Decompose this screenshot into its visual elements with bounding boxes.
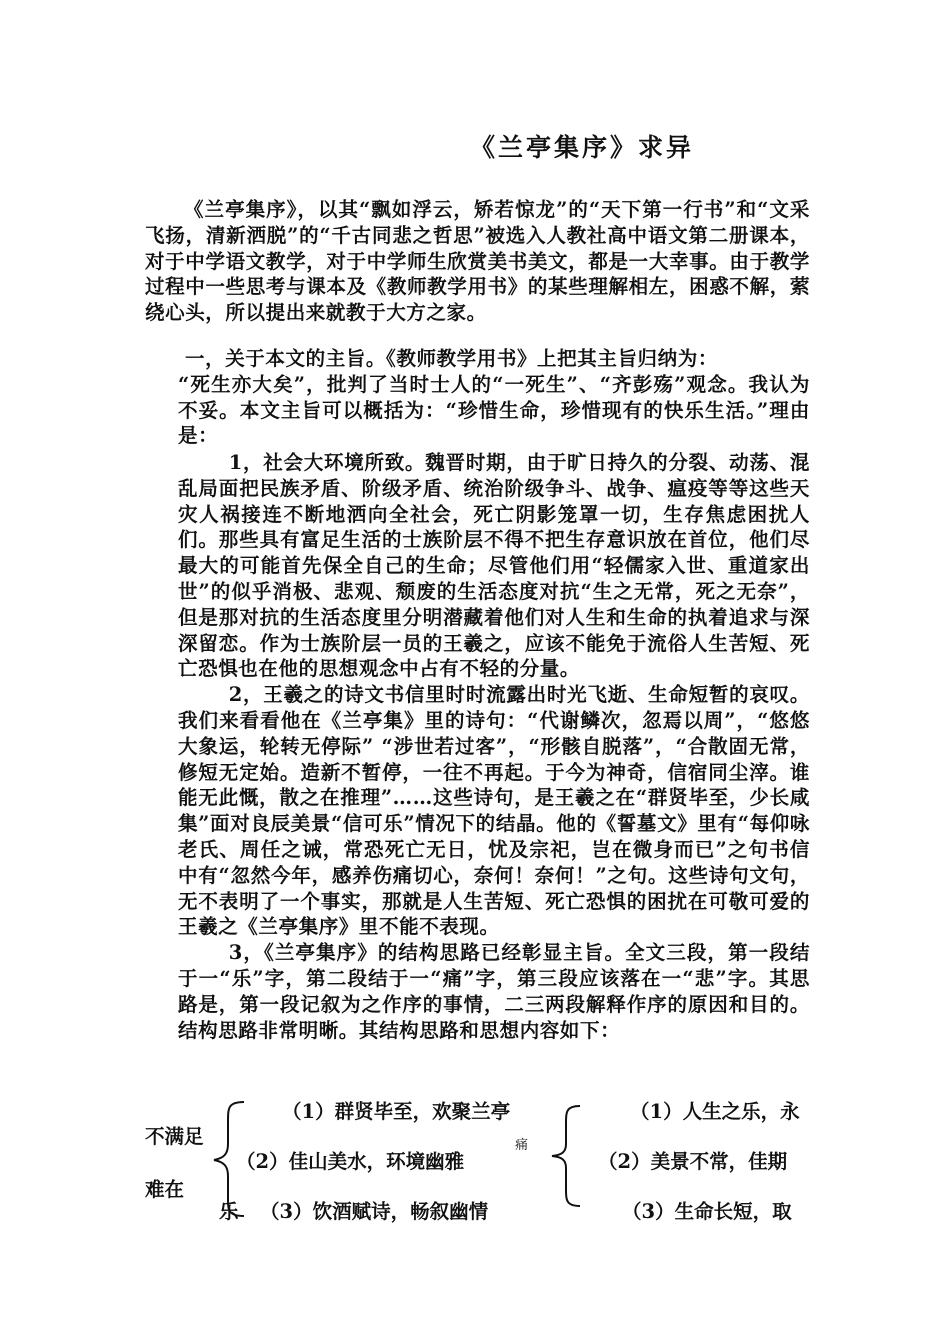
diagram-mid-1: （1）群贤毕至，欢聚兰亭 [282, 1100, 511, 1123]
section-1-body: “死生亦大矣”，批判了当时士人的“一死生”、“齐彭殇”观念。我认为不妥。本文主旨可以概括为：“珍惜生命，珍惜现有的快乐生活。”理由是： [178, 372, 810, 448]
middle-brace-icon [548, 1104, 582, 1208]
document-title: 《兰亭集序》求异 [470, 133, 695, 162]
reason-list [178, 450, 810, 1043]
section-1-heading [178, 346, 810, 449]
diagram-tong-label: 痛 [515, 1138, 529, 1153]
diagram-right-1: （1）人生之乐，永 [630, 1100, 800, 1123]
structure-diagram [0, 1088, 950, 1228]
diagram-mid-2: （2）佳山美水，环境幽雅 [236, 1150, 465, 1173]
diagram-left-bottom: 难在 [145, 1178, 185, 1201]
diagram-right-3: （3）生命长短，取 [622, 1200, 792, 1223]
reason-3: 3，《兰亭集序》的结构思路已经彰显主旨。全文三段，第一段结于一“乐”字，第二段结于一“痛”字，第三段应该落在一“悲”字。其思路是，第一段记叙为之作序的事情，二三两段解释作序的原因和目的。结构思路非常明晰。其结构思路和思想内容如下： [178, 941, 810, 1042]
reason-2: 2，王羲之的诗文书信里时时流露出时光飞逝、生命短暂的哀叹。我们来看看他在《兰亭集》里的诗句：“代谢鳞次，忽焉以周”，“悠悠大象运，轮转无停际” “涉世若过客”，“形骸自脱落”，“合散固无常，修短无定始。造新不暂停，一往不再起。于今为神奇，信宿同尘滓。谁能无此慨，散之在推理”……这些诗句，是王羲之在“群贤毕至，少长咸集”面对良辰美景“信可乐”情况下的结晶。他的《誓墓文》里有“每仰咏老氏、周任之诫，常恐死亡无日，忧及宗祀，岂在微身而已”之句书信中有“忽然今年，感养伤痛切心，奈何！奈何！”之句。这些诗句文句，无不表明了一个事实，那就是人生苦短、死亡恐惧的困扰在可敬可爱的王羲之《兰亭集序》里不能不表现。 [178, 683, 810, 939]
diagram-le-label: 乐 [219, 1200, 239, 1223]
reason-1: 1，社会大环境所致。魏晋时期，由于旷日持久的分裂、动荡、混乱局面把民族矛盾、阶级矛盾、统治阶级争斗、战争、瘟疫等等这些天灾人祸接连不断地洒向全社会，死亡阴影笼罩一切，生存焦虑困扰人们。那些具有富足生活的士族阶层不得不把生存意识放在首位，他们尽最大的可能首先保全自己的生命；尽管他们用“轻儒家入世、重道家出世”的似乎消极、悲观、颓废的生活态度对抗“生之无常，死之无奈”，但是那对抗的生活态度里分明潜藏着他们对人生和生命的执着追求与深深留恋。作为士族阶层一员的王羲之，应该不能免于流俗人生苦短、死亡恐惧也在他的思想观念中占有不轻的分量。 [178, 451, 810, 681]
diagram-right-2: （2）美景不常，佳期 [598, 1150, 788, 1173]
diagram-left-top: 不满足 [145, 1125, 204, 1148]
intro-paragraph: 《兰亭集序》，以其“飘如浮云，矫若惊龙”的“天下第一行书”和“文采飞扬，清新洒脱”的“千古同悲之哲思”被选入人教社高中语文第二册课本，对于中学语文教学，对于中学师生欣赏美书美文，都是一大幸事。由于教学过程中一些思考与课本及《教师教学用书》的某些理解相左，困惑不解，萦绕心头，所以提出来就教于大方之家。 [145, 198, 810, 325]
diagram-mid-3: （3）饮酒赋诗，畅叙幽情 [260, 1200, 489, 1223]
section-1-line1: 一，关于本文的主旨。《教师教学用书》上把其主旨归纳为： [185, 347, 718, 370]
